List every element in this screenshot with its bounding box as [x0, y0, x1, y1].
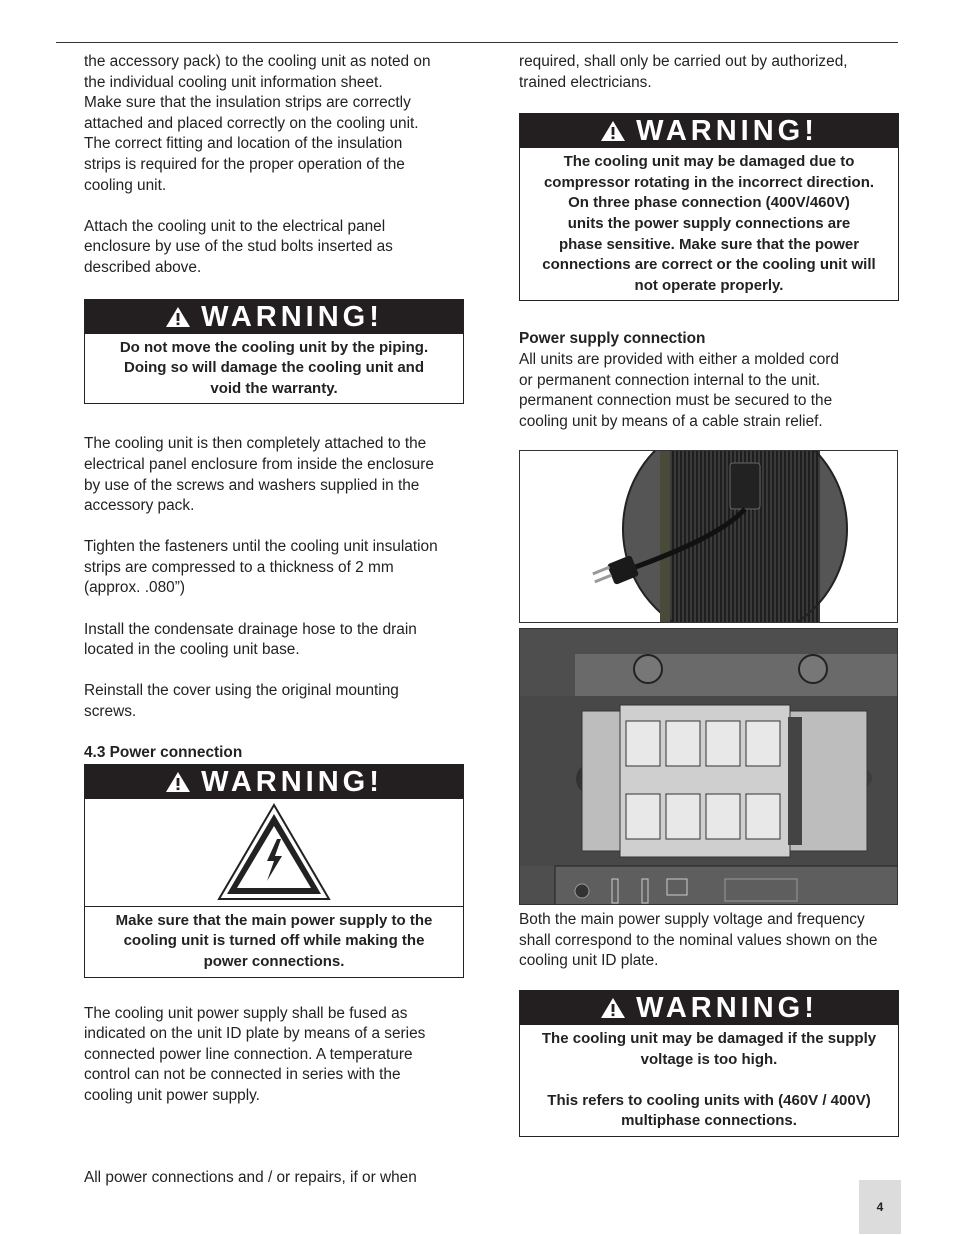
warning-box-piping [84, 299, 464, 405]
warning-text: The cooling unit may be damaged due to compressor rotating in the incorrect direction. On three phase connection (400V/460V) units the power supply connections are phase sensitive. Make sure that the power connections are correct or the cooling unit will not operate properly. [542, 153, 876, 294]
right-column [519, 52, 899, 432]
paragraph-tighten: Tighten the fasteners until the cooling unit insulation strips are compressed to a thickness of 2 mm (approx. .080”) [84, 538, 438, 597]
warning-triangle-icon [165, 306, 191, 328]
page-number: 4 [859, 1180, 901, 1234]
warning-triangle-icon [600, 120, 626, 142]
warning-triangle-icon [600, 997, 626, 1019]
warning-header [85, 765, 463, 799]
photo-molded-cord [519, 450, 898, 623]
shock-symbol-area [85, 799, 463, 907]
electric-shock-icon [215, 801, 333, 903]
paragraph-insulation-strips: the accessory pack) to the cooling unit as noted on the individual cooling unit information sheet. Make sure that the insulation strips are correctly attached and placed correctly on the cooling unit. The correct fitting and location of the insulation strips is required for the proper operation of the cooling unit. [84, 53, 431, 194]
warning-box-phase [519, 113, 899, 301]
paragraph-fused-supply: The cooling unit power supply shall be fused as indicated on the unit ID plate by means of a series connected power line connection. A temperature control can not be connected in series with the cooling unit power supply. [84, 1004, 426, 1104]
section-heading: 4.3 Power connection [84, 744, 243, 762]
warning-text: The cooling unit may be damaged if the supply voltage is too high. This refers to cooling units with (460V / 400V) multiphase connections. [541, 1030, 877, 1130]
warning-text: Do not move the cooling unit by the piping. Doing so will damage the cooling unit and void the warranty. [119, 338, 429, 397]
subheading-power-supply: Power supply connection [519, 330, 706, 348]
paragraph-attach-unit: Attach the cooling unit to the electrical panel enclosure by use of the stud bolts inserted as described above. [84, 217, 393, 276]
warning-box-high-voltage [519, 990, 899, 1137]
warning-title: WARNING! [201, 765, 383, 798]
paragraph-molded-cord: All units are provided with either a molded cord or permanent connection internal to the unit. permanent connection must be secured to the cooling unit by means of a cable strain relief. [519, 350, 839, 430]
paragraph-attached-inside: The cooling unit is then completely attached to the electrical panel enclosure from inside the enclosure by use of the screws and washers supplied in the accessory pack. [84, 435, 434, 515]
warning-title: WARNING! [636, 992, 818, 1024]
paragraph-drainage: Install the condensate drainage hose to the drain located in the cooling unit base. [84, 620, 417, 659]
warning-header [85, 300, 463, 334]
paragraph-electricians: required, shall only be carried out by authorized, trained electricians. [519, 53, 848, 91]
left-column [84, 52, 464, 1188]
paragraph-voltage-frequency: Both the main power supply voltage and frequency shall correspond to the nominal values shown on the cooling unit ID plate. [519, 911, 878, 970]
warning-title: WARNING! [636, 115, 818, 148]
warning-triangle-icon [165, 771, 191, 793]
warning-text: Make sure that the main power supply to the cooling unit is turned off while making the power connections. [115, 911, 433, 970]
warning-title: WARNING! [201, 300, 383, 333]
terminal-block-illustration [520, 629, 898, 905]
power-cord-illustration [520, 451, 898, 623]
warning-header [520, 991, 898, 1025]
paragraph-reinstall-cover: Reinstall the cover using the original mounting screws. [84, 682, 399, 721]
photo-terminal-block [519, 628, 898, 905]
header-rule [56, 42, 898, 43]
warning-header [520, 114, 898, 148]
paragraph-power-connections: All power connections and / or repairs, if or when [84, 1168, 417, 1186]
warning-box-power-off [84, 764, 464, 978]
